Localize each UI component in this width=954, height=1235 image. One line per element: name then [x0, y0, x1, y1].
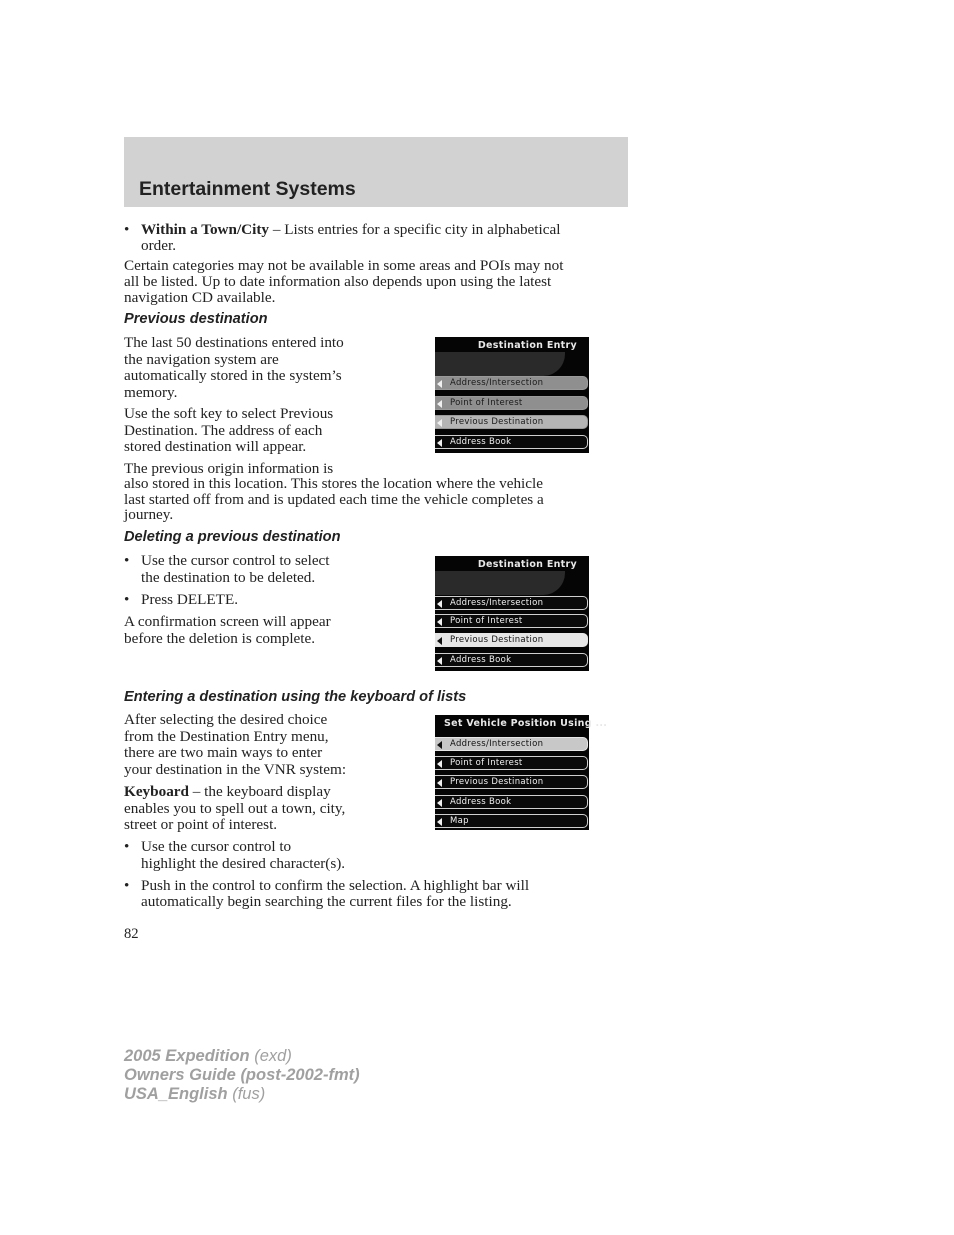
left-arrow-icon	[437, 779, 442, 787]
previous-paragraph-3	[124, 461, 624, 522]
screen-item-previous-destination	[435, 775, 588, 789]
line: automatically begin searching the current files for the listing.	[141, 893, 512, 910]
previous-paragraph-2	[124, 406, 414, 456]
destination-entry-screen-1	[435, 337, 589, 453]
bullet-text-cont: order.	[141, 237, 177, 254]
line: there are two main ways to enter	[124, 744, 323, 761]
intro-paragraph	[124, 258, 624, 306]
line: enables you to spell out a town, city,	[124, 799, 346, 817]
section-title: Entertainment Systems	[139, 178, 356, 200]
line: memory.	[124, 383, 178, 401]
screen-item-label: Address Book	[450, 797, 512, 807]
screen-item-label: Address Book	[450, 655, 512, 665]
screen-item-label: Point of Interest	[450, 758, 523, 768]
bullet-dot: •	[124, 838, 130, 855]
section-header-band	[124, 137, 628, 207]
left-arrow-icon	[437, 400, 442, 408]
line: stored destination will appear.	[124, 438, 307, 455]
screen-item-previous-destination	[435, 415, 588, 429]
screen-item-point-of-interest	[435, 756, 588, 770]
line: all be listed. Up to date information also depends upon using the latest	[124, 273, 552, 290]
bullet-dot: •	[124, 877, 130, 894]
line: Push in the control to confirm the selection. A highlight bar will	[141, 877, 530, 894]
screen-item-address-book	[435, 653, 588, 667]
screen-item-label: Address Book	[450, 437, 512, 447]
line: Destination. The address of each	[124, 421, 323, 439]
bullet-text: – Lists entries for a specific city in alphabetical	[269, 221, 561, 238]
keyboard-term: Keyboard	[124, 783, 189, 800]
screen-item-label: Address/Intersection	[450, 378, 544, 388]
screen-item-label: Map	[450, 816, 469, 826]
bullet-dot: •	[124, 221, 130, 238]
line: navigation CD available.	[124, 289, 276, 306]
footer-language: USA_English	[124, 1085, 228, 1103]
screen-item-label: Address/Intersection	[450, 598, 544, 608]
line: – the keyboard display	[188, 783, 331, 800]
line: your destination in the VNR system:	[124, 760, 347, 778]
footer-language-code: (fus)	[227, 1085, 266, 1103]
bullet-confirm-selection	[124, 878, 624, 910]
line: automatically stored in the system’s	[124, 367, 342, 384]
screen-item-point-of-interest	[435, 614, 588, 628]
line: the destination to be deleted.	[141, 568, 316, 586]
line: street or point of interest.	[124, 816, 278, 833]
screen-item-label: Previous Destination	[450, 635, 544, 645]
line: before the deletion is complete.	[124, 629, 316, 647]
line: After selecting the desired choice	[124, 711, 328, 728]
footer-model: 2005 Expedition	[124, 1047, 250, 1065]
bullet-dot: •	[124, 591, 130, 608]
page-number: 82	[124, 926, 139, 942]
screen-frame-curve	[435, 352, 565, 376]
left-arrow-icon	[437, 741, 442, 749]
screen-item-address-intersection	[435, 596, 588, 610]
line: A confirmation screen will appear	[124, 613, 331, 630]
bullet-dot: •	[124, 552, 130, 569]
heading-entering-destination-keyboard: Entering a destination using the keyboard of lists	[124, 689, 467, 705]
left-arrow-icon	[437, 439, 442, 447]
bullet-cursor-select	[124, 553, 404, 586]
screen-item-address-intersection-selected	[435, 737, 588, 751]
left-arrow-icon	[437, 618, 442, 626]
screen-item-address-book	[435, 795, 588, 809]
bullet-term: Within a Town/City	[141, 221, 270, 238]
left-arrow-icon	[437, 760, 442, 768]
screen-item-label: Point of Interest	[450, 616, 523, 626]
keyboard-paragraph-2	[124, 784, 414, 834]
screen-title: Destination Entry	[477, 340, 577, 351]
set-vehicle-position-screen	[435, 715, 608, 830]
screen-item-map	[435, 814, 588, 828]
document-footer	[124, 1047, 360, 1104]
left-arrow-icon	[437, 600, 442, 608]
left-arrow-icon	[437, 818, 442, 826]
heading-previous-destination: Previous destination	[124, 311, 268, 327]
line: Use the soft key to select Previous	[124, 405, 334, 422]
left-arrow-icon	[437, 380, 442, 388]
heading-deleting-previous-destination: Deleting a previous destination	[124, 529, 341, 545]
screen-title: Destination Entry	[477, 559, 577, 570]
screen-item-point-of-interest	[435, 396, 588, 410]
screen-item-label: Previous Destination	[450, 777, 544, 787]
previous-paragraph-1	[124, 335, 414, 401]
screen-item-label: Previous Destination	[450, 417, 544, 427]
screen-item-address-intersection	[435, 376, 588, 390]
screen-item-label: Point of Interest	[450, 398, 523, 408]
line: highlight the desired character(s).	[141, 854, 346, 872]
line: The previous origin information is	[124, 460, 334, 477]
left-arrow-icon	[437, 419, 442, 427]
left-arrow-icon	[437, 637, 442, 645]
bullet-press-delete	[124, 592, 404, 608]
deleting-paragraph	[124, 614, 414, 647]
left-arrow-icon	[437, 657, 442, 665]
destination-entry-screen-2	[435, 556, 589, 671]
bullet-text: Press DELETE.	[141, 591, 239, 608]
screen-frame-curve	[435, 571, 565, 595]
line: The last 50 destinations entered into	[124, 334, 344, 351]
line: also stored in this location. This stores the location where the vehicle	[124, 475, 543, 493]
line: last started off from and is updated each time the vehicle completes a	[124, 490, 544, 508]
bullet-within-town	[124, 222, 624, 254]
footer-model-code: (exd)	[249, 1047, 292, 1065]
line: journey.	[124, 505, 174, 523]
screen-item-label: Address/Intersection	[450, 739, 544, 749]
line: Use the cursor control to select	[141, 552, 330, 569]
screen-item-previous-destination-selected	[435, 633, 588, 647]
line: from the Destination Entry menu,	[124, 727, 329, 745]
left-arrow-icon	[437, 799, 442, 807]
screen-item-address-book	[435, 435, 588, 449]
keyboard-paragraph-1	[124, 712, 414, 778]
line: the navigation system are	[124, 350, 279, 368]
screen-title: Set Vehicle Position Using ...	[444, 718, 608, 729]
line: Certain categories may not be available in some areas and POIs may not	[124, 257, 564, 274]
footer-guide: Owners Guide (post-2002-fmt)	[124, 1066, 360, 1084]
bullet-highlight-character	[124, 839, 424, 872]
line: Use the cursor control to	[141, 838, 292, 855]
